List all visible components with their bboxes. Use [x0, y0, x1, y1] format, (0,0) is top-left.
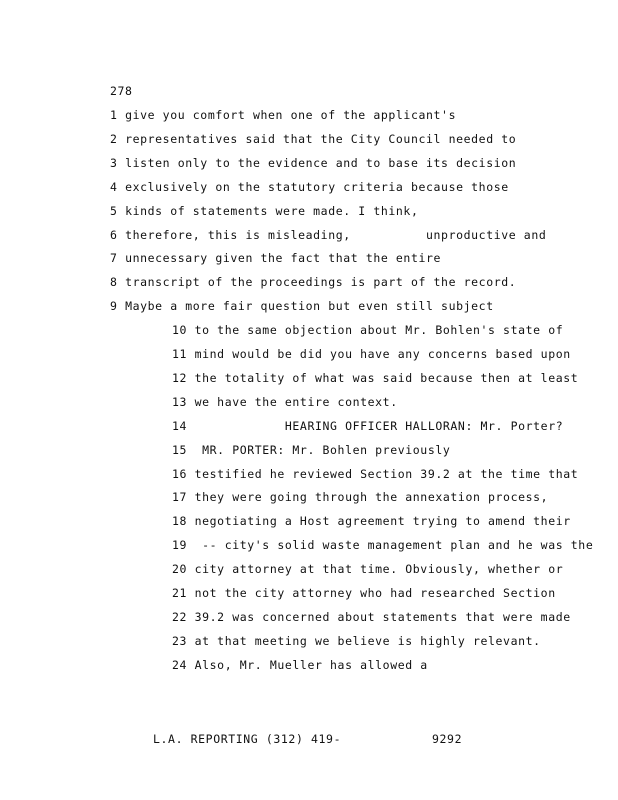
- line-text: at that meeting we believe is highly relevant.: [194, 633, 541, 648]
- line-number: 10: [172, 323, 188, 338]
- footer-phone-suffix: 9292: [432, 732, 463, 746]
- line-text: kinds of statements were made. I think,: [125, 203, 419, 218]
- transcript-line: [110, 108, 456, 122]
- line-text: city attorney at that time. Obviously, whether or: [194, 562, 564, 577]
- transcript-line: [172, 658, 428, 672]
- line-number: 6: [110, 227, 118, 242]
- line-number: 21: [172, 586, 188, 600]
- line-text: mind would be did you have any concerns based upon: [194, 347, 571, 361]
- line-text: exclusively on the statutory criteria because those: [125, 179, 509, 194]
- line-text: give you comfort when one of the applicant's: [125, 108, 457, 122]
- transcript-line: [110, 156, 516, 170]
- line-number: 18: [172, 514, 188, 529]
- transcript-line: [172, 443, 450, 457]
- line-text: they were going through the annexation process,: [194, 490, 549, 505]
- transcript-line: [172, 395, 398, 409]
- transcript-line: [110, 299, 494, 313]
- line-number: 8: [110, 275, 118, 290]
- line-number: 2: [110, 131, 118, 146]
- line-number: 23: [172, 633, 188, 648]
- line-text: testified he reviewed Section 39.2 at the time that: [194, 466, 579, 481]
- line-text: we have the entire context.: [194, 394, 398, 409]
- transcript-line: [172, 634, 541, 648]
- transcript-line: [172, 586, 556, 600]
- line-number: 24: [172, 657, 188, 672]
- line-text: -- city's solid waste management plan and he was the: [194, 538, 594, 553]
- line-number: 22: [172, 609, 188, 624]
- transcript-line: [110, 180, 509, 194]
- line-number: 20: [172, 562, 188, 577]
- transcript-line: [110, 251, 441, 265]
- line-text: the totality of what was said because then at least: [194, 370, 579, 385]
- transcript-line: [172, 323, 563, 337]
- line-number: 15: [172, 442, 188, 457]
- line-number: 5: [110, 203, 118, 218]
- line-number: 3: [110, 155, 118, 170]
- transcript-line: [172, 538, 593, 552]
- transcript-line: [172, 419, 563, 433]
- line-text: 39.2 was concerned about statements that were made: [194, 609, 571, 624]
- transcript-line: [172, 371, 578, 385]
- line-text: listen only to the evidence and to base its decision: [125, 155, 517, 170]
- line-text: Maybe a more fair question but even still subject: [125, 299, 494, 314]
- line-text: not the city attorney who had researched Section: [194, 586, 556, 600]
- line-number: 19: [172, 538, 188, 553]
- line-number: 9: [110, 299, 118, 314]
- line-text: Also, Mr. Mueller has allowed a: [194, 657, 428, 672]
- line-text: unnecessary given the fact that the entire: [125, 251, 442, 266]
- line-number: 16: [172, 466, 188, 481]
- line-number: 14: [172, 418, 188, 433]
- line-number: 13: [172, 394, 188, 409]
- transcript-line: [172, 490, 548, 504]
- transcript-line: [172, 562, 563, 576]
- line-text: HEARING OFFICER HALLORAN: Mr. Porter?: [194, 418, 564, 433]
- transcript-line: [110, 228, 546, 242]
- transcript-line: [172, 347, 571, 361]
- transcript-line: [110, 275, 516, 289]
- line-text: therefore, this is misleading, unproductive and: [125, 227, 547, 242]
- transcript-line: [110, 132, 516, 146]
- line-text: MR. PORTER: Mr. Bohlen previously: [194, 442, 451, 457]
- line-number: 12: [172, 370, 188, 385]
- footer-reporter: L.A. REPORTING (312) 419-: [153, 732, 342, 746]
- line-number: 1: [110, 108, 118, 122]
- line-text: negotiating a Host agreement trying to amend their: [194, 514, 571, 529]
- transcript-line: [110, 204, 418, 218]
- line-number: 4: [110, 179, 118, 194]
- line-number: 7: [110, 251, 118, 266]
- page-number: 278: [110, 84, 133, 98]
- transcript-line: [172, 514, 571, 528]
- transcript-line: [172, 467, 578, 481]
- line-text: representatives said that the City Council needed to: [125, 131, 517, 146]
- line-number: 11: [172, 347, 188, 361]
- transcript-line: [172, 610, 571, 624]
- line-number: 17: [172, 490, 188, 505]
- line-text: to the same objection about Mr. Bohlen's state of: [194, 323, 564, 338]
- line-text: transcript of the proceedings is part of the record.: [125, 275, 517, 290]
